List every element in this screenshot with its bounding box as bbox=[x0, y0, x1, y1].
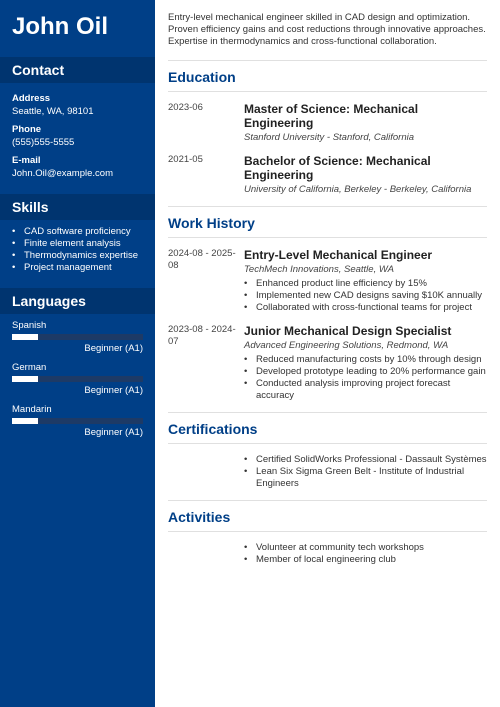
employer: TechMech Innovations, Seattle, WA bbox=[244, 264, 394, 275]
job-bullets bbox=[244, 278, 487, 314]
skill-item: • Project management bbox=[12, 262, 143, 274]
work-entry bbox=[168, 248, 487, 314]
address-value: Seattle, WA, 98101 bbox=[12, 106, 94, 117]
bullet-item: • Enhanced product line efficiency by 15% bbox=[244, 278, 487, 290]
language-item bbox=[0, 362, 155, 398]
bullet-item: • Reduced manufacturing costs by 10% through design bbox=[244, 354, 487, 366]
contact-header: Contact bbox=[0, 57, 155, 83]
activities-list bbox=[244, 542, 487, 566]
certifications-list bbox=[244, 454, 487, 490]
skill-item: • Finite element analysis bbox=[12, 238, 143, 250]
language-name: Mandarin bbox=[12, 404, 52, 415]
work-entry bbox=[168, 324, 487, 402]
work-history-header: Work History bbox=[168, 215, 487, 238]
language-level-bar bbox=[12, 334, 143, 340]
language-level: Beginner (A1) bbox=[84, 427, 143, 438]
address-label: Address bbox=[12, 93, 51, 104]
language-level: Beginner (A1) bbox=[84, 385, 143, 396]
employer: Advanced Engineering Solutions, Redmond, WA bbox=[244, 340, 449, 351]
degree-title: Master of Science: Mechanical Engineering bbox=[244, 102, 419, 130]
activity-item: • Volunteer at community tech workshops bbox=[244, 542, 487, 554]
language-name: Spanish bbox=[12, 320, 47, 331]
phone-label: Phone bbox=[12, 124, 42, 135]
language-level-fill bbox=[12, 376, 38, 382]
language-name: German bbox=[12, 362, 47, 373]
certifications-header: Certifications bbox=[168, 421, 487, 444]
institution: University of California, Berkeley - Berkeley, California bbox=[244, 184, 472, 195]
email-label: E-mail bbox=[12, 155, 41, 166]
language-level-fill bbox=[12, 418, 38, 424]
bullet-item: • Conducted analysis improving project forecast accuracy bbox=[244, 378, 487, 402]
skills-list bbox=[0, 226, 155, 274]
skill-item: • CAD software proficiency bbox=[12, 226, 143, 238]
language-level: Beginner (A1) bbox=[84, 343, 143, 354]
education-entry bbox=[168, 154, 487, 196]
divider bbox=[168, 196, 487, 207]
education-header: Education bbox=[168, 69, 487, 92]
phone-value: (555)555-5555 bbox=[12, 137, 75, 148]
language-level-bar bbox=[12, 418, 143, 424]
institution: Stanford University - Stanford, California bbox=[244, 132, 415, 143]
language-level-bar bbox=[12, 376, 143, 382]
job-bullets bbox=[244, 354, 487, 402]
bullet-item: • Collaborated with cross-functional teams for project bbox=[244, 302, 487, 314]
language-item bbox=[0, 320, 155, 356]
email-value: John.Oil@example.com bbox=[12, 168, 113, 179]
certification-item: • Lean Six Sigma Green Belt - Institute of Industrial Engineers bbox=[244, 466, 487, 490]
divider bbox=[168, 402, 487, 413]
bullet-item: • Developed prototype leading to 20% performance gain bbox=[244, 366, 487, 378]
language-level-fill bbox=[12, 334, 38, 340]
entry-date: 2023-08 - 2024-07 bbox=[168, 324, 236, 347]
job-title: Junior Mechanical Design Specialist bbox=[244, 324, 452, 338]
skill-item: • Thermodynamics expertise bbox=[12, 250, 143, 262]
skills-header: Skills bbox=[0, 194, 155, 220]
contact-section bbox=[0, 83, 155, 180]
entry-date: 2021-05 bbox=[168, 154, 203, 165]
activities-header: Activities bbox=[168, 509, 487, 532]
education-entry bbox=[168, 102, 487, 144]
divider bbox=[168, 490, 487, 501]
degree-title: Bachelor of Science: Mechanical Engineering bbox=[244, 154, 431, 182]
sidebar bbox=[0, 0, 155, 707]
activity-item: • Member of local engineering club bbox=[244, 554, 487, 566]
summary: Entry-level mechanical engineer skilled in CAD design and optimization. Proven efficiency gains and cost reductions through innovative approaches. Expertise in thermodynamics and cross-functional collaboration. bbox=[168, 12, 487, 61]
entry-date: 2023-06 bbox=[168, 102, 203, 113]
language-item bbox=[0, 404, 155, 440]
entry-date: 2024-08 - 2025-08 bbox=[168, 248, 236, 271]
certification-item: • Certified SolidWorks Professional - Dassault Systèmes bbox=[244, 454, 487, 466]
bullet-item: • Implemented new CAD designs saving $10K annually bbox=[244, 290, 487, 302]
languages-header: Languages bbox=[0, 288, 155, 314]
main-content bbox=[155, 0, 500, 707]
candidate-name: John Oil bbox=[12, 13, 108, 40]
job-title: Entry-Level Mechanical Engineer bbox=[244, 248, 433, 262]
